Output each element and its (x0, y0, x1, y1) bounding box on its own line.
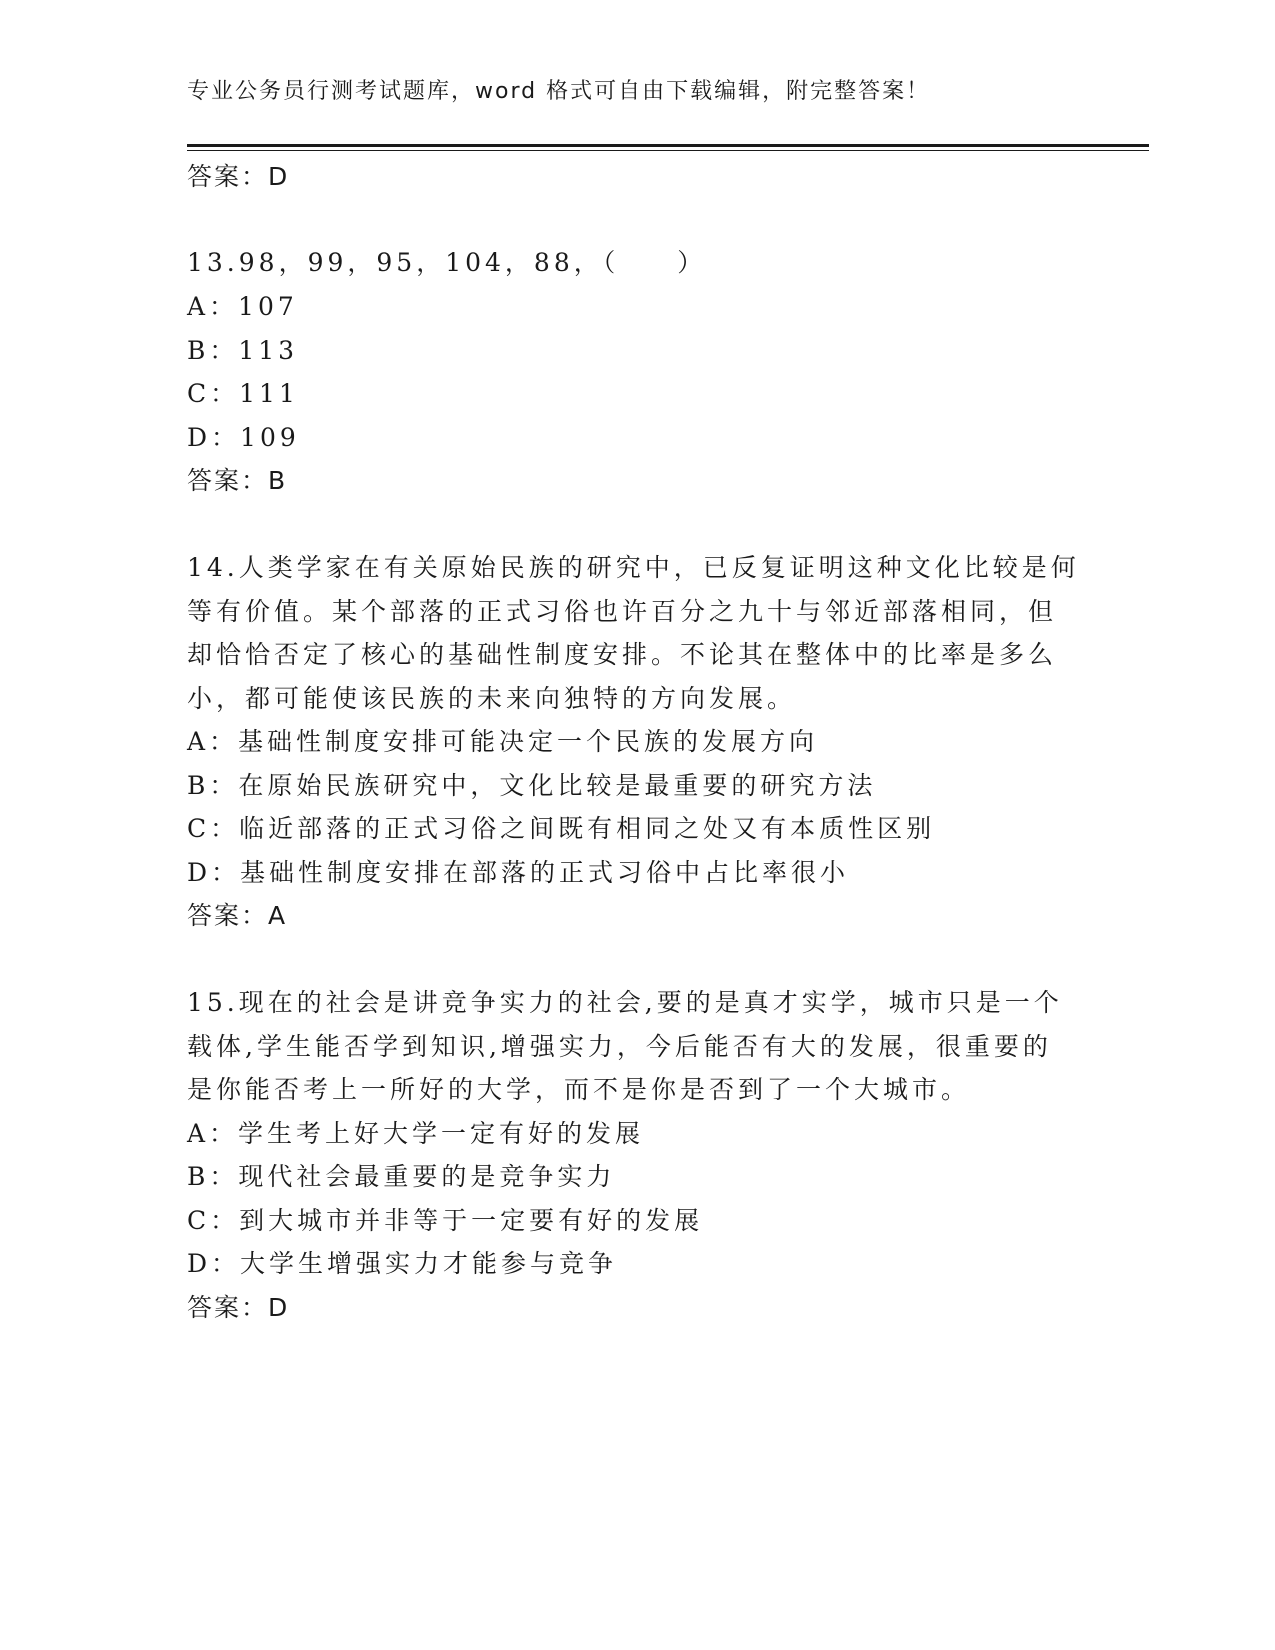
question-13-option-b: B：113 (187, 336, 299, 365)
question-14-option-c: C：临近部落的正式习俗之间既有相同之处又有本质性区别 (187, 814, 936, 843)
question-13-stem-line-1: 13.98，99，95，104，88，（ ） (187, 248, 707, 277)
previous-answer: 答案：D (187, 162, 290, 191)
question-15-stem-line-3: 是你能否考上一所好的大学，而不是你是否到了一个大城市。 (187, 1075, 971, 1104)
question-14-stem-line-4: 小，都可能使该民族的未来向独特的方向发展。 (187, 684, 797, 713)
question-13-answer: 答案：B (187, 466, 288, 495)
question-13-option-c: C：111 (187, 379, 299, 408)
header-divider-thick (187, 144, 1149, 147)
question-14-stem-line-1: 14.人类学家在有关原始民族的研究中，已反复证明这种文化比较是何 (187, 553, 1080, 582)
question-14-option-d: D：基础性制度安排在部落的正式习俗中占比率很小 (187, 858, 850, 887)
question-15-stem-line-1: 15.现在的社会是讲竞争实力的社会,要的是真才实学，城市只是一个 (187, 988, 1063, 1017)
question-13-option-d: D：109 (187, 423, 300, 452)
question-15-option-b: B：现代社会最重要的是竞争实力 (187, 1162, 616, 1191)
question-15-answer: 答案：D (187, 1293, 290, 1322)
question-15-option-a: A：学生考上好大学一定有好的发展 (187, 1119, 645, 1148)
question-14-stem-line-3: 却恰恰否定了核心的基础性制度安排。不论其在整体中的比率是多么 (187, 640, 1058, 669)
question-14-option-b: B：在原始民族研究中，文化比较是最重要的研究方法 (187, 771, 877, 800)
question-14-option-a: A：基础性制度安排可能决定一个民族的发展方向 (187, 727, 819, 756)
question-15-option-c: C：到大城市并非等于一定要有好的发展 (187, 1206, 704, 1235)
question-15-stem-line-2: 载体,学生能否学到知识,增强实力，今后能否有大的发展，很重要的 (187, 1032, 1052, 1061)
question-13-option-a: A：107 (187, 292, 298, 321)
header-divider-thin (187, 150, 1149, 151)
question-14-answer: 答案：A (187, 901, 288, 930)
question-15-option-d: D：大学生增强实力才能参与竞争 (187, 1249, 618, 1278)
question-14-stem-line-2: 等有价值。某个部落的正式习俗也许百分之九十与邻近部落相同，但 (187, 597, 1058, 626)
page-header: 专业公务员行测考试题库，word 格式可自由下载编辑，附完整答案！ (187, 79, 931, 104)
